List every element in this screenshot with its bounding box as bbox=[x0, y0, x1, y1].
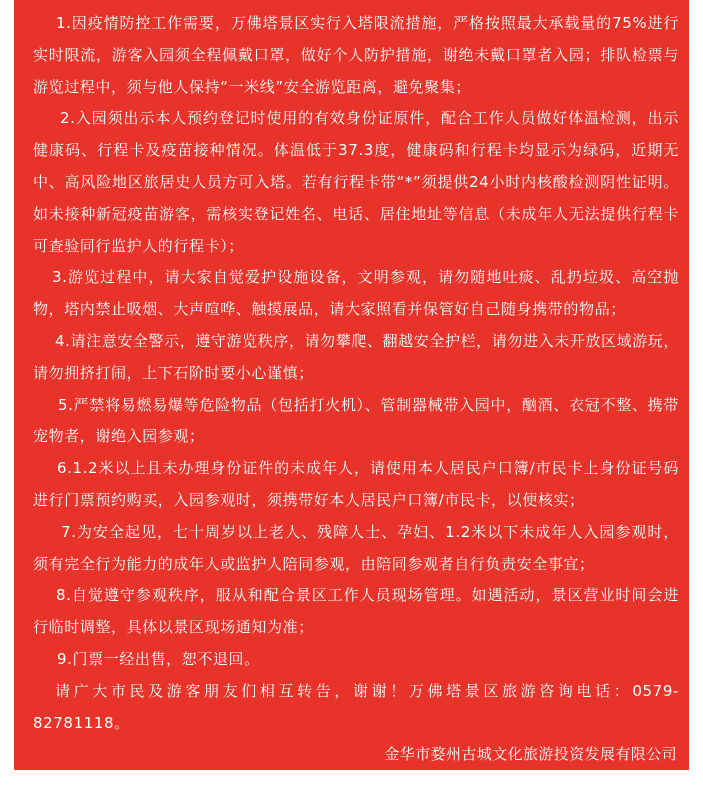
notice-item-8: 8.自觉遵守参观秩序，服从和配合景区工作人员现场管理。如遇活动，景区营业时间会进行临时调整，具体以景区现场通知为准； bbox=[33, 586, 679, 637]
notice-closing: 请广大市民及游客朋友们相互转告，谢谢！万佛塔景区旅游咨询电话：0579-82781118。 bbox=[33, 681, 679, 732]
notice-item-9: 9.门票一经出售，恕不退回。 bbox=[57, 649, 260, 668]
notice-item-7: 7.为安全起见，七十周岁以上老人、残障人士、孕妇、1.2米以下未成年人入园参观时，须有完全行为能力的成年人或监护人陪同参观，由陪同参观者自行负责安全事宜； bbox=[33, 522, 679, 573]
notice-item-1: 1.因疫情防控工作需要，万佛塔景区实行入塔限流措施，严格按照最大承载量的75%进行实时限流，游客入园须全程佩戴口罩，做好个人防护措施，谢绝未戴口罩者入园；排队检票与游览过程中，须与他人保持“一米线”安全游览距离，避免聚集； bbox=[33, 14, 679, 96]
notice-item-4: 4.请注意安全警示，遵守游览秩序，请勿攀爬、翻越安全护栏，请勿进入未开放区域游玩，请勿拥挤打闹，上下石阶时要小心谨慎； bbox=[33, 331, 679, 382]
notice-item-5: 5.严禁将易燃易爆等危险物品（包括打火机）、管制器械带入园中，酗酒、衣冠不整、携带宠物者，谢绝入园参观； bbox=[33, 395, 679, 446]
notice-item-6: 6.1.2米以上且未办理身份证件的未成年人，请使用本人居民户口簿/市民卡上身份证号码进行门票预约购买，入园参观时，须携带好本人居民户口簿/市民卡，以便核实； bbox=[33, 459, 679, 509]
notice-organization: 金华市婺州古城文化旅游投资发展有限公司 bbox=[384, 745, 677, 764]
notice-item-3: 3.游览过程中，请大家自觉爱护设施设备，文明参观，请勿随地吐痰、乱扔垃圾、高空抛物，塔内禁止吸烟、大声喧哗、触摸展品，请大家照看并保管好自己随身携带的物品； bbox=[33, 268, 679, 319]
notice-item-2: 2.入园须出示本人预约登记时使用的有效身份证原件，配合工作人员做好体温检测，出示健康码、行程卡及疫苗接种情况。体温低于37.3度，健康码和行程卡均显示为绿码，近期无中、高风险地区旅居史人员方可入塔。若有行程卡带“*”须提供24小时内核酸检测阴性证明。如未接种新冠疫苗游客，需核实登记姓名、电话、居住地址等信息（未成年人无法提供行程卡可查验同行监护人的行程卡）； bbox=[33, 109, 679, 255]
notice-panel bbox=[14, 0, 689, 796]
notice-date: 2022年2月14日 bbox=[561, 777, 677, 796]
